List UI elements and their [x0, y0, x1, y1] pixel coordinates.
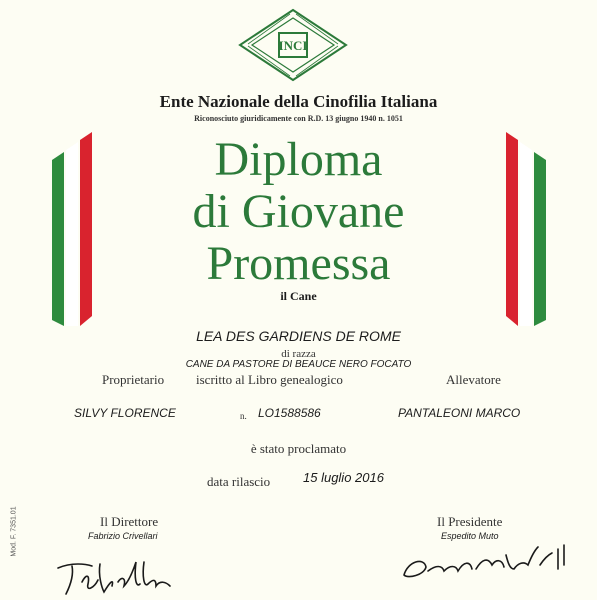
- breeder-value: PANTALEONI MARCO: [398, 406, 521, 420]
- title-line-2: di Giovane: [192, 185, 405, 238]
- svg-text:INCI: INCI: [278, 38, 308, 53]
- proclamation-text: è stato proclamato: [250, 441, 347, 456]
- breeder-label: Allevatore: [446, 372, 501, 387]
- director-name: Fabrizio Crivellari: [88, 531, 158, 541]
- dog-name: LEA DES GARDIENS DE ROME: [196, 328, 401, 344]
- title-line-3: Promessa: [206, 237, 391, 290]
- director-signature-icon: [52, 552, 182, 598]
- breed-label: di razza: [281, 348, 316, 360]
- enci-emblem-icon: [234, 6, 352, 84]
- recognition-line: Riconosciuto giuridicamente con R.D. 13 giugno 1940 n. 1051: [194, 114, 403, 123]
- director-title: Il Direttore: [100, 514, 159, 529]
- issue-date-value: 15 luglio 2016: [303, 470, 384, 485]
- owner-value: SILVY FLORENCE: [74, 406, 176, 420]
- president-title: Il Presidente: [437, 514, 503, 529]
- owner-label: Proprietario: [102, 372, 165, 387]
- breed-value: CANE DA PASTORE DI BEAUCE NERO FOCATO: [185, 359, 412, 370]
- issue-date-label: data rilascio: [207, 474, 271, 489]
- organization-name: Ente Nazionale della Cinofilia Italiana: [159, 92, 438, 111]
- form-code: Mod. F. 7351.01: [10, 506, 18, 557]
- president-name: Espedito Muto: [441, 531, 499, 541]
- president-signature-icon: [398, 535, 578, 585]
- number-label: n.: [240, 411, 247, 421]
- registration-number: LO1588586: [258, 406, 321, 420]
- dog-intro: il Cane: [280, 289, 317, 303]
- title-line-1: Diploma: [214, 133, 383, 186]
- registered-label: iscritto al Libro genealogico: [196, 372, 343, 387]
